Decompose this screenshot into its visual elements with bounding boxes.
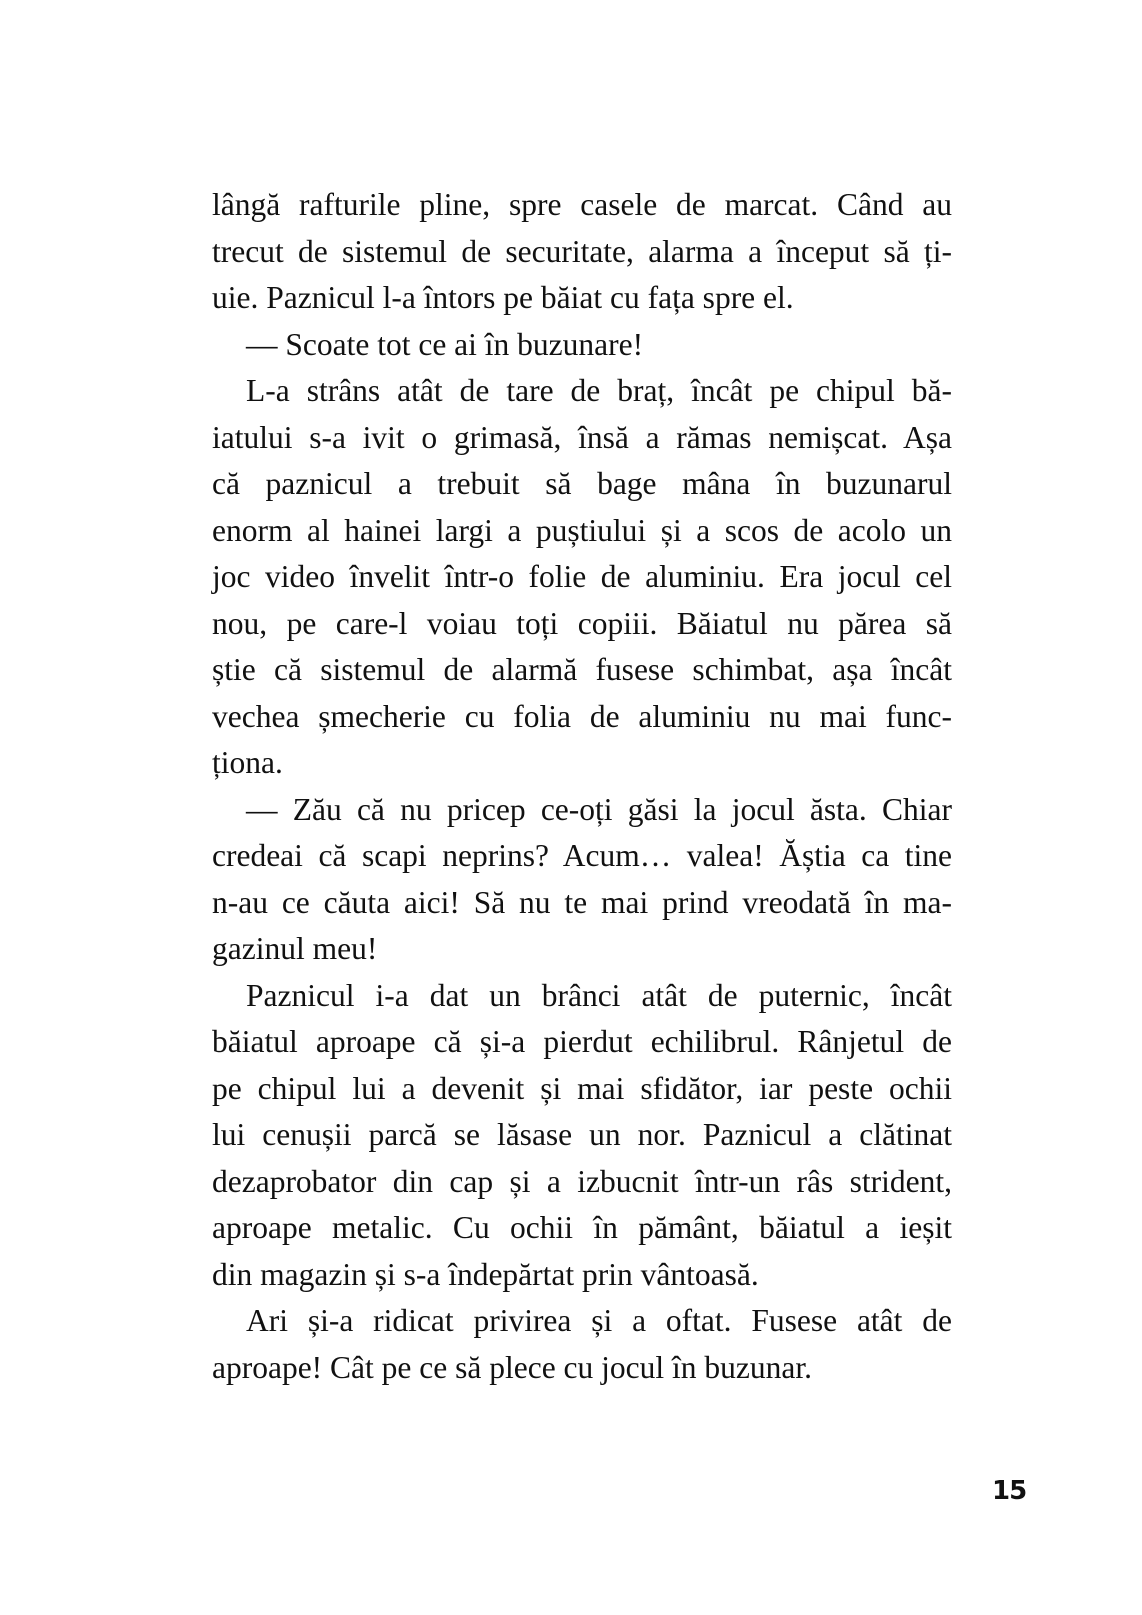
text-line: dezaprobator din cap și a izbucnit într-un râs strident, bbox=[212, 1163, 952, 1199]
body-text bbox=[212, 182, 952, 1391]
text-line: știe că sistemul de alarmă fusese schimbat, așa încât bbox=[212, 652, 952, 687]
page-number: 15 bbox=[992, 1476, 1027, 1506]
text-line: n-au ce căuta aici! Să nu te mai prind vreodată în ma- bbox=[212, 884, 952, 920]
paragraph-start-line: Ari și-a ridicat privirea și a oftat. Fusese atât de bbox=[246, 1303, 952, 1338]
text-line: nou, pe care-l voiau toți copiii. Băiatul nu părea să bbox=[212, 605, 952, 641]
paragraph-start-line: Paznicul i-a dat un brânci atât de puternic, încât bbox=[246, 977, 952, 1013]
text-line: lângă rafturile pline, spre casele de marcat. Când au bbox=[212, 187, 952, 222]
text-line: gazinul meu! bbox=[212, 931, 378, 966]
paragraph-start-line: L-a strâns atât de tare de braț, încât pe chipul bă- bbox=[246, 373, 952, 408]
text-line: băiatul aproape că și-a pierdut echilibrul. Rânjetul de bbox=[212, 1024, 952, 1059]
text-line: credeai că scapi neprins? Acum… valea! Ăștia ca tine bbox=[212, 838, 952, 873]
dialogue-line: — Scoate tot ce ai în buzunare! bbox=[246, 326, 644, 362]
text-line: că paznicul a trebuit să bage mâna în buzunarul bbox=[212, 466, 952, 501]
text-line: enorm al hainei largi a puștiului și a scos de acolo un bbox=[212, 512, 952, 548]
text-line: ționa. bbox=[212, 745, 283, 780]
text-line: iatului s-a ivit o grimasă, însă a rămas nemișcat. Așa bbox=[212, 419, 952, 455]
text-line: joc video învelit într-o folie de aluminiu. Era jocul cel bbox=[212, 559, 952, 594]
text-line: vechea șmecherie cu folia de aluminiu nu mai func- bbox=[212, 698, 952, 734]
text-line: aproape! Cât pe ce să plece cu jocul în buzunar. bbox=[212, 1349, 812, 1385]
text-line: uie. Paznicul l-a întors pe băiat cu fața spre el. bbox=[212, 280, 794, 315]
text-line: aproape metalic. Cu ochii în pământ, băiatul a ieșit bbox=[212, 1210, 952, 1245]
text-line: pe chipul lui a devenit și mai sfidător, iar peste ochii bbox=[212, 1070, 952, 1106]
text-line: lui cenușii parcă se lăsase un nor. Paznicul a clătinat bbox=[212, 1117, 952, 1152]
text-line: trecut de sistemul de securitate, alarma a început să ți- bbox=[212, 233, 952, 269]
dialogue-line: — Zău că nu pricep ce-oți găsi la jocul ăsta. Chiar bbox=[246, 791, 952, 827]
text-line: din magazin și s-a îndepărtat prin vântoasă. bbox=[212, 1256, 759, 1292]
